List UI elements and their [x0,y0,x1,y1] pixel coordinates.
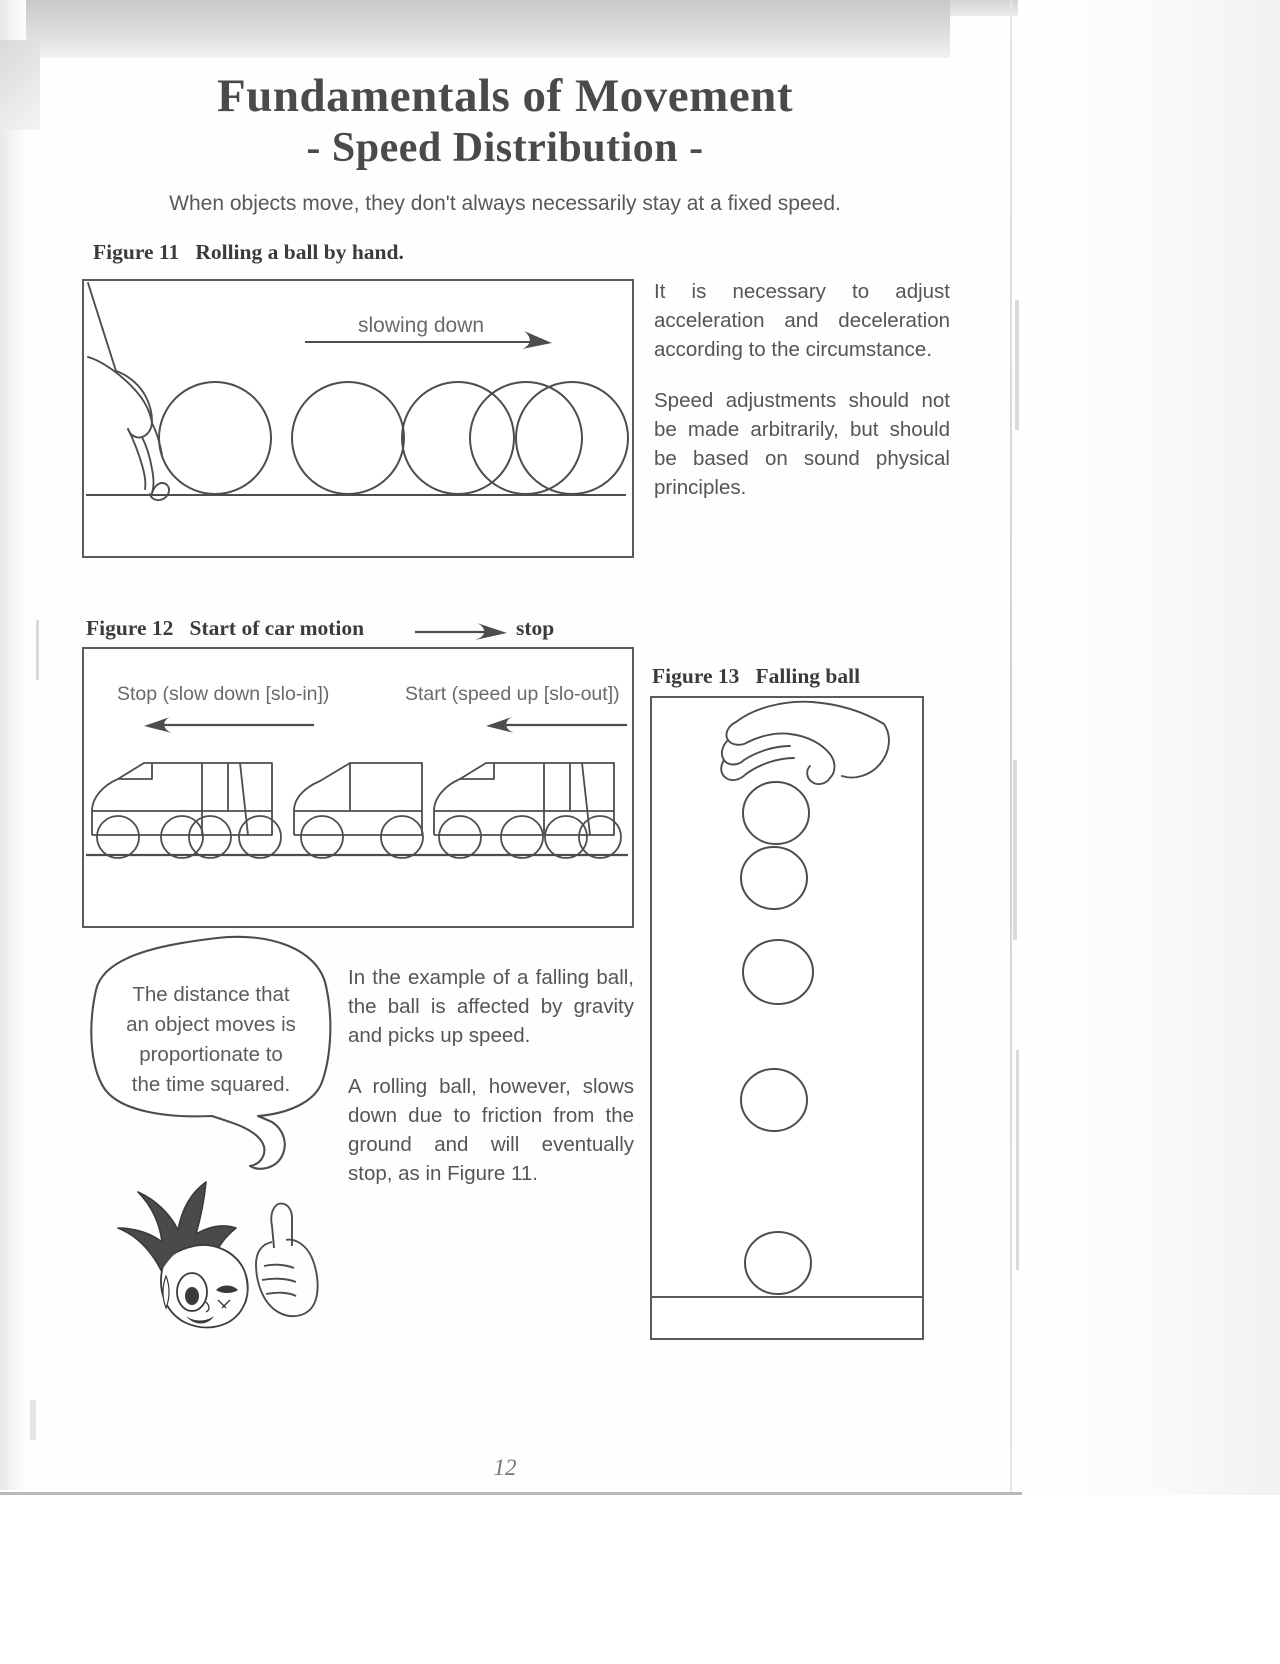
astro-boy-head [118,1182,248,1327]
figure-12-caption-arrow-icon [415,618,515,644]
hand-releasing-icon [721,702,889,784]
scan-right-edge [1018,0,1280,1500]
left-arrow-icon-2 [486,717,627,733]
left-arrow-icon-1 [144,717,314,733]
scan-speck [1013,760,1017,940]
falling-ball-3 [743,940,813,1004]
figure-12-label-right: Start (speed up [slo-out]) [405,683,620,705]
sidebar-paragraph-2: Speed adjustments should not be made arbitrarily, but should be based on sound physical principles. [654,389,950,499]
scan-bottom-margin [0,1495,1280,1664]
bubble-line-3: proportionate to [139,1043,283,1066]
falling-ball-5 [745,1232,811,1294]
figure-11-title: Rolling a ball by hand. [195,240,404,264]
title-line-1: Fundamentals of Movement [217,70,793,122]
thumbs-up-icon [256,1204,318,1317]
scan-speck [1016,1050,1019,1270]
figure-12-illustration [82,647,630,924]
car-1 [92,763,281,858]
scan-speck [36,620,39,680]
figure-13-floor-band [650,1296,924,1340]
sidebar-text-column [654,277,950,524]
lower-text-column [348,963,634,1210]
hand-pushing-icon [88,283,169,500]
figure-13-number: Figure 13 [652,664,740,688]
falling-ball-sequence [741,782,813,1294]
figure-12-caption-tail: stop [516,616,555,640]
astro-boy-character [100,1180,330,1330]
page-title [0,70,1010,173]
car-3 [434,763,621,858]
figure-13-title: Falling ball [755,664,861,688]
falling-ball-2 [741,847,807,909]
ball-2 [292,382,404,494]
ball-sequence [159,382,628,494]
slowing-down-label: slowing down [358,314,485,337]
lower-paragraph-1: In the example of a falling ball, the ball is affected by gravity and picks up speed. [348,966,634,1047]
figure-12-number: Figure 12 [86,616,174,640]
figure-12-label-left: Stop (slow down [slo-in]) [117,683,330,705]
ball-4 [470,382,582,494]
speech-bubble-text [90,980,332,1100]
figure-11-caption [93,240,404,265]
scan-spine-line [1010,0,1012,1492]
falling-ball-4 [741,1069,807,1131]
scan-speck [30,1400,36,1440]
lower-paragraph-2: A rolling ball, however, slows down due to friction from the ground and will eventually stop, as in Figure 11. [348,1075,634,1185]
figure-12-title: Start of car motion [189,616,365,640]
bubble-line-2: an object moves is [126,1013,296,1036]
scan-top-band [0,0,950,58]
ball-5 [516,382,628,494]
scan-left-edge [0,0,26,1490]
figure-13-caption [652,664,860,689]
figure-11-number: Figure 11 [93,240,180,264]
page-number: 12 [493,1455,517,1480]
bubble-line-1: The distance that [132,983,290,1006]
ball-3 [402,382,514,494]
intro-sentence: When objects move, they don't always necessarily stay at a fixed speed. [169,192,841,215]
sidebar-paragraph-1: It is necessary to adjust acceleration and deceleration according to the circumstance. [654,280,950,361]
figure-13-illustration [650,696,920,1296]
car-2 [294,763,423,858]
bubble-line-4: the time squared. [131,1073,291,1096]
figure-12-caption [86,616,364,641]
ball-1 [159,382,271,494]
scan-speck [1015,300,1019,430]
falling-ball-1 [743,782,809,844]
title-line-2: - Speed Distribution - [306,124,704,171]
figure-11-illustration [82,279,630,554]
